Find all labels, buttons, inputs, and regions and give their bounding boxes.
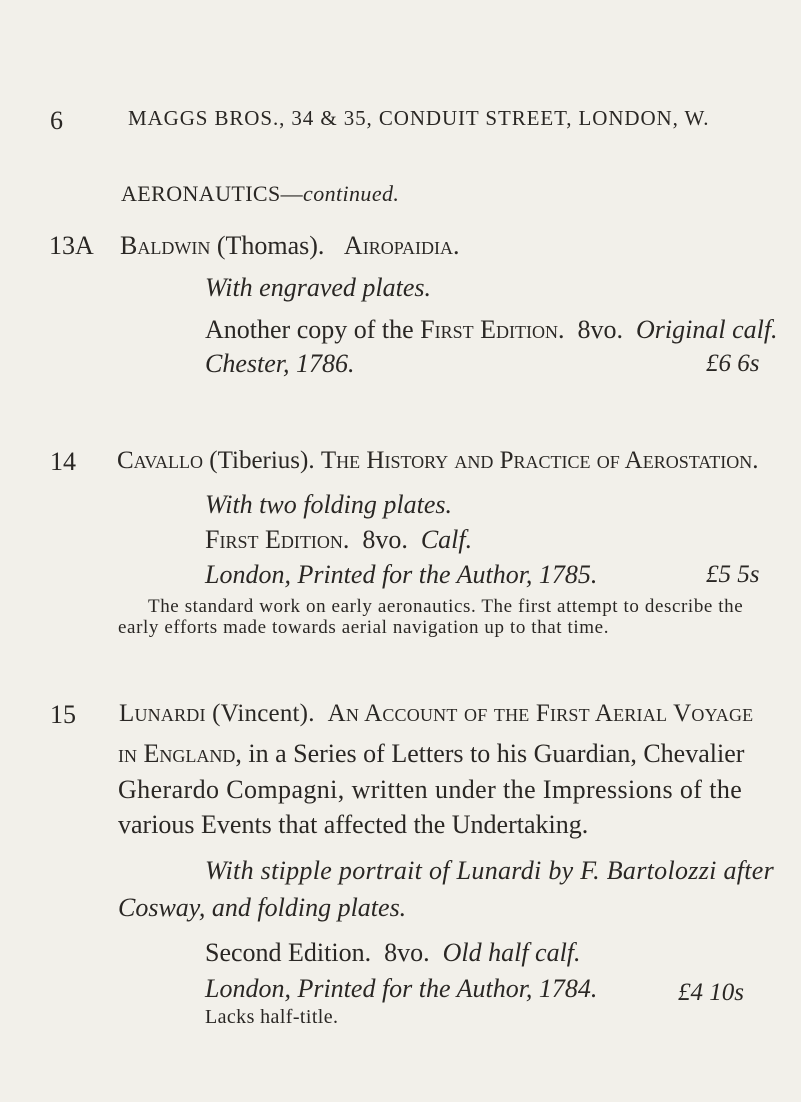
- lot-heading: [117, 447, 759, 475]
- lot-heading: [119, 700, 753, 728]
- lot-imprint: London, Printed for the Author, 1784.: [205, 974, 598, 1003]
- lot-description: [205, 525, 472, 555]
- running-header: MAGGS BROS., 34 & 35, CONDUIT STREET, LONDON, W.: [128, 106, 710, 130]
- lot-binding: Old half calf.: [442, 938, 581, 967]
- lot-title-part: in England,: [118, 739, 242, 768]
- lot-edition: Second Edition.: [205, 938, 372, 967]
- lot-price: £4 10s: [678, 979, 744, 1006]
- lot-edition-intro: Another copy of the: [205, 315, 414, 344]
- lot-description: [205, 315, 778, 345]
- section-dash: —: [280, 181, 304, 206]
- lot-author-forename: (Thomas).: [216, 231, 325, 260]
- lot-title: Airopaidia.: [343, 231, 460, 260]
- lot-format: 8vo.: [384, 938, 430, 967]
- section-heading: [121, 181, 399, 207]
- lot-plates: With stipple portrait of Lunardi by F. Bartolozzi after: [205, 856, 775, 885]
- lot-title-continued: Gherardo Compagni, written under the Impressions of the: [118, 775, 743, 804]
- section-continued: continued.: [303, 181, 400, 206]
- lot-note: Lacks half-title.: [205, 1006, 339, 1028]
- lot-author-forename: (Tiberius).: [209, 447, 315, 474]
- lot-author-forename: (Vincent).: [212, 700, 315, 727]
- lot-heading: [120, 231, 460, 261]
- lot-plates: With two folding plates.: [205, 490, 453, 519]
- lot-edition: First Edition.: [205, 525, 350, 554]
- lot-plates: With engraved plates.: [205, 273, 432, 302]
- lot-plates: Cosway, and folding plates.: [118, 893, 407, 922]
- lot-title-part: in a Series of Letters to his Guardian, Chevalier: [248, 739, 745, 768]
- lot-imprint: London, Printed for the Author, 1785.: [205, 560, 598, 589]
- lot-binding: Original calf.: [636, 315, 778, 344]
- lot-price: £5 5s: [706, 561, 760, 588]
- lot-title: An Account of the First Aerial Voyage: [327, 700, 754, 727]
- section-name: AERONAUTICS: [121, 181, 281, 206]
- lot-author: Cavallo: [117, 447, 204, 474]
- lot-number: 14: [50, 447, 76, 476]
- lot-note: The standard work on early aeronautics. The first attempt to describe the: [148, 596, 744, 617]
- lot-format: 8vo.: [362, 525, 408, 554]
- lot-author: Lunardi: [119, 700, 206, 727]
- lot-title-continued: [118, 739, 744, 769]
- lot-number: 15: [50, 700, 76, 729]
- lot-price: £6 6s: [706, 350, 760, 377]
- lot-binding: Calf.: [420, 525, 473, 554]
- lot-number: 13A: [49, 231, 94, 260]
- lot-edition: First Edition.: [420, 315, 565, 344]
- lot-format: 8vo.: [577, 315, 623, 344]
- lot-title-continued: various Events that affected the Undertaking.: [118, 810, 589, 839]
- lot-author: Baldwin: [120, 231, 211, 260]
- lot-description: [205, 938, 581, 968]
- lot-note: early efforts made towards aerial navigation up to that time.: [118, 617, 610, 638]
- lot-imprint: Chester, 1786.: [205, 349, 355, 378]
- lot-title: The History and Practice of Aerostation.: [320, 447, 759, 474]
- page-number: 6: [50, 106, 63, 135]
